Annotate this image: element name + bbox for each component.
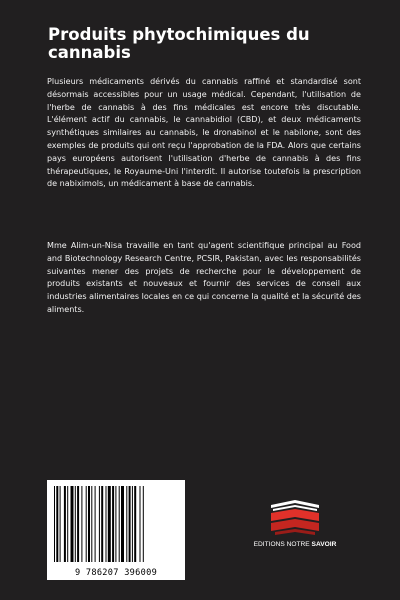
book-description: Plusieurs médicaments dérivés du cannabis raffiné et standardisé sont désormais accessibles pour un usage médical. Cependant, l'utilisation de l'herbe de cannabis à des fins médicales est encore très discutable. L'élément actif du cannabis, le cannabidiol (CBD), et deux médicaments synthétiques similaires au cannabis, le dronabinol et le nabilone, sont des exemples de produits qui ont reçu l'approbation de la FDA. Alors que certains pays européens autorisent l'utilisation d'herbe de cannabis à des fins thérapeutiques, le Royaume-Uni l'interdit. Il autorise toutefois la prescription de nabiximols, un médicament à base de cannabis. — [47, 77, 361, 189]
publisher-name-part2: SAVOIR — [311, 541, 337, 548]
isbn-barcode — [47, 480, 185, 580]
publisher-name — [253, 541, 337, 548]
isbn-number: 9 786207 396009 — [74, 568, 158, 578]
publisher-logo — [253, 499, 337, 559]
book-title: Produits phytochimiques du cannabis — [48, 25, 310, 62]
publisher-name-part1: EDITIONS NOTRE — [253, 541, 310, 548]
stacked-books-icon — [263, 499, 327, 539]
barcode-bars-icon — [54, 486, 178, 562]
author-bio: Mme Alim-un-Nisa travaille en tant qu'agent scientifique principal au Food and Biotechnology Research Centre, PCSIR, Pakistan, avec les responsabilités suivantes mener des projets de recherche pour le développement de produits existants et nouveaux et fournir des services de conseil aux industries alimentaires locales en ce qui concerne la qualité et la sécurité des aliments. — [47, 241, 361, 314]
